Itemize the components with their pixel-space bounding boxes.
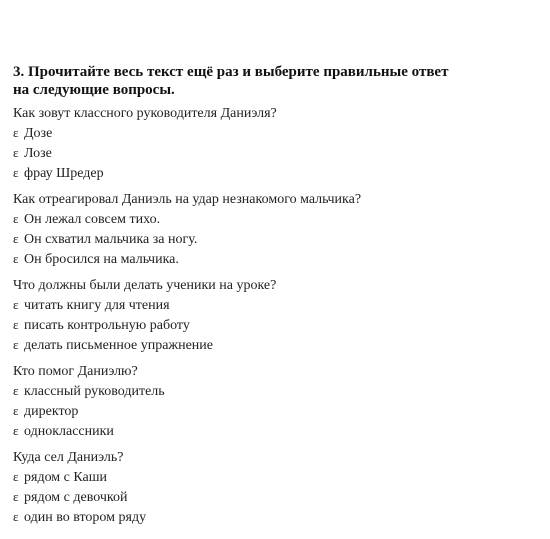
question-block-2	[13, 190, 533, 269]
task-title-line-1: 3. Прочитайте весь текст ещё раз и выберите правильные ответ	[13, 64, 449, 80]
question-text: Куда сел Даниэль?	[13, 450, 124, 465]
checkbox-marker[interactable]: ε	[13, 337, 19, 352]
task-title	[13, 63, 533, 99]
answer-option[interactable]	[13, 315, 533, 335]
answer-option[interactable]	[13, 249, 533, 269]
answer-option[interactable]	[13, 507, 533, 527]
checkbox-marker[interactable]: ε	[13, 125, 19, 140]
answer-option-label: рядом с девочкой	[24, 490, 128, 505]
question-text: Кто помог Даниэлю?	[13, 364, 138, 379]
answer-option-label: директор	[24, 404, 79, 419]
answer-option[interactable]	[13, 295, 533, 315]
answer-option[interactable]	[13, 123, 533, 143]
answer-option[interactable]	[13, 401, 533, 421]
question-block-5	[13, 448, 533, 527]
answer-option[interactable]	[13, 421, 533, 441]
checkbox-marker[interactable]: ε	[13, 165, 19, 180]
checkbox-marker[interactable]: ε	[13, 231, 19, 246]
task-title-line-2: на следующие вопросы.	[13, 82, 175, 98]
answer-option[interactable]	[13, 381, 533, 401]
answer-option-label: читать книгу для чтения	[24, 298, 170, 313]
answer-option-label: Он лежал совсем тихо.	[24, 212, 161, 227]
answer-option[interactable]	[13, 209, 533, 229]
question-text: Как зовут классного руководителя Даниэля?	[13, 106, 277, 121]
checkbox-marker[interactable]: ε	[13, 403, 19, 418]
answer-option[interactable]	[13, 335, 533, 355]
checkbox-marker[interactable]: ε	[13, 383, 19, 398]
question-text: Как отреагировал Даниэль на удар незнакомого мальчика?	[13, 192, 362, 207]
answer-option-label: один во втором ряду	[24, 510, 147, 525]
answer-option-label: одноклассники	[24, 424, 114, 439]
checkbox-marker[interactable]: ε	[13, 509, 19, 524]
checkbox-marker[interactable]: ε	[13, 297, 19, 312]
answer-option[interactable]	[13, 487, 533, 507]
question-block-3	[13, 276, 533, 355]
answer-option-label: Он бросился на мальчика.	[24, 252, 179, 267]
answer-option[interactable]	[13, 229, 533, 249]
checkbox-marker[interactable]: ε	[13, 469, 19, 484]
checkbox-marker[interactable]: ε	[13, 145, 19, 160]
answer-option-label: Он схватил мальчика за ногу.	[24, 232, 198, 247]
answer-option-label: Дозе	[24, 126, 53, 141]
answer-option[interactable]	[13, 143, 533, 163]
checkbox-marker[interactable]: ε	[13, 251, 19, 266]
answer-option-label: классный руководитель	[24, 384, 165, 399]
answer-option-label: Лозе	[24, 146, 52, 161]
checkbox-marker[interactable]: ε	[13, 423, 19, 438]
answer-option-label: фрау Шредер	[24, 166, 104, 181]
answer-option[interactable]	[13, 163, 533, 183]
question-block-4	[13, 362, 533, 441]
question-text: Что должны были делать ученики на уроке?	[13, 278, 277, 293]
answer-option-label: рядом с Каши	[24, 470, 108, 485]
worksheet	[13, 63, 533, 534]
checkbox-marker[interactable]: ε	[13, 489, 19, 504]
checkbox-marker[interactable]: ε	[13, 211, 19, 226]
answer-option-label: писать контрольную работу	[24, 318, 190, 333]
answer-option-label: делать письменное упражнение	[24, 338, 213, 353]
checkbox-marker[interactable]: ε	[13, 317, 19, 332]
answer-option[interactable]	[13, 467, 533, 487]
question-block-1	[13, 104, 533, 183]
